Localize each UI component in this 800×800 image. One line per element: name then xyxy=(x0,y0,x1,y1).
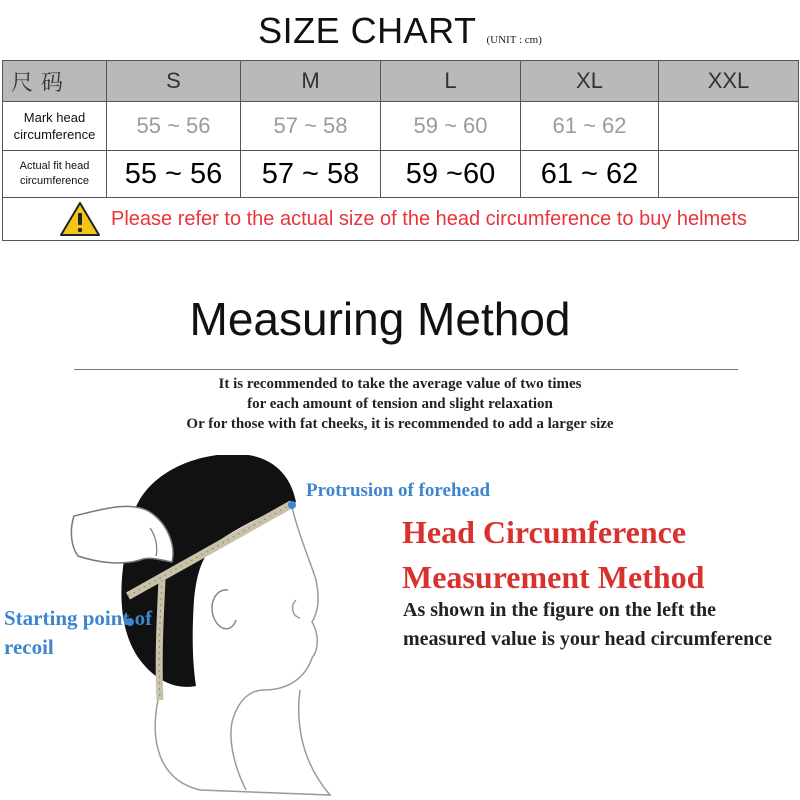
actual-value-l: 59 ~60 xyxy=(381,151,521,198)
mark-value-xxl xyxy=(659,102,799,151)
size-header-xl: XL xyxy=(521,61,659,102)
mark-value-s: 55 ~ 56 xyxy=(107,102,241,151)
table-row xyxy=(3,102,799,151)
heading-line-2: Measurement Method xyxy=(402,559,705,595)
actual-value-m: 57 ~ 58 xyxy=(241,151,381,198)
row-label-actual: Actual fit head circumference xyxy=(3,151,107,198)
actual-value-xxl xyxy=(659,151,799,198)
row-label-mark: Mark head circumference xyxy=(3,102,107,151)
note-row xyxy=(3,198,799,241)
starting-point-label: Starting point of recoil xyxy=(4,606,153,659)
forehead-label: Protrusion of forehead xyxy=(306,480,491,501)
note-cell xyxy=(3,198,799,241)
size-chart-title: SIZE CHART xyxy=(258,10,477,51)
head-circumference-description: As shown in the figure on the left the measured value is your head circumference xyxy=(403,599,773,650)
mark-value-m: 57 ~ 58 xyxy=(241,102,381,151)
head-circumference-heading xyxy=(402,510,704,600)
heading-line-1: Head Circumference xyxy=(402,514,687,550)
size-code-header: 尺码 xyxy=(3,61,107,102)
table-row xyxy=(3,151,799,198)
tip-line: It is recommended to take the average value of two times xyxy=(218,376,582,392)
size-header-xxl: XXL xyxy=(659,61,799,102)
size-chart-heading xyxy=(0,10,800,60)
measuring-tips xyxy=(130,374,670,434)
size-header-l: L xyxy=(381,61,521,102)
mark-value-xl: 61 ~ 62 xyxy=(521,102,659,151)
divider xyxy=(74,369,738,370)
table-header-row xyxy=(3,61,799,102)
size-header-m: M xyxy=(241,61,381,102)
size-table xyxy=(2,60,799,241)
note-text: Please refer to the actual size of the head circumference to buy helmets xyxy=(111,207,747,230)
mark-value-l: 59 ~ 60 xyxy=(381,102,521,151)
size-header-s: S xyxy=(107,61,241,102)
tip-line: Or for those with fat cheeks, it is recommended to add a larger size xyxy=(186,416,614,432)
measuring-method-title: Measuring Method xyxy=(189,293,571,345)
tip-line: for each amount of tension and slight relaxation xyxy=(247,396,553,412)
unit-label: (UNIT : cm) xyxy=(486,34,542,46)
actual-value-xl: 61 ~ 62 xyxy=(521,151,659,198)
warning-triangle-icon xyxy=(59,201,101,237)
actual-value-s: 55 ~ 56 xyxy=(107,151,241,198)
